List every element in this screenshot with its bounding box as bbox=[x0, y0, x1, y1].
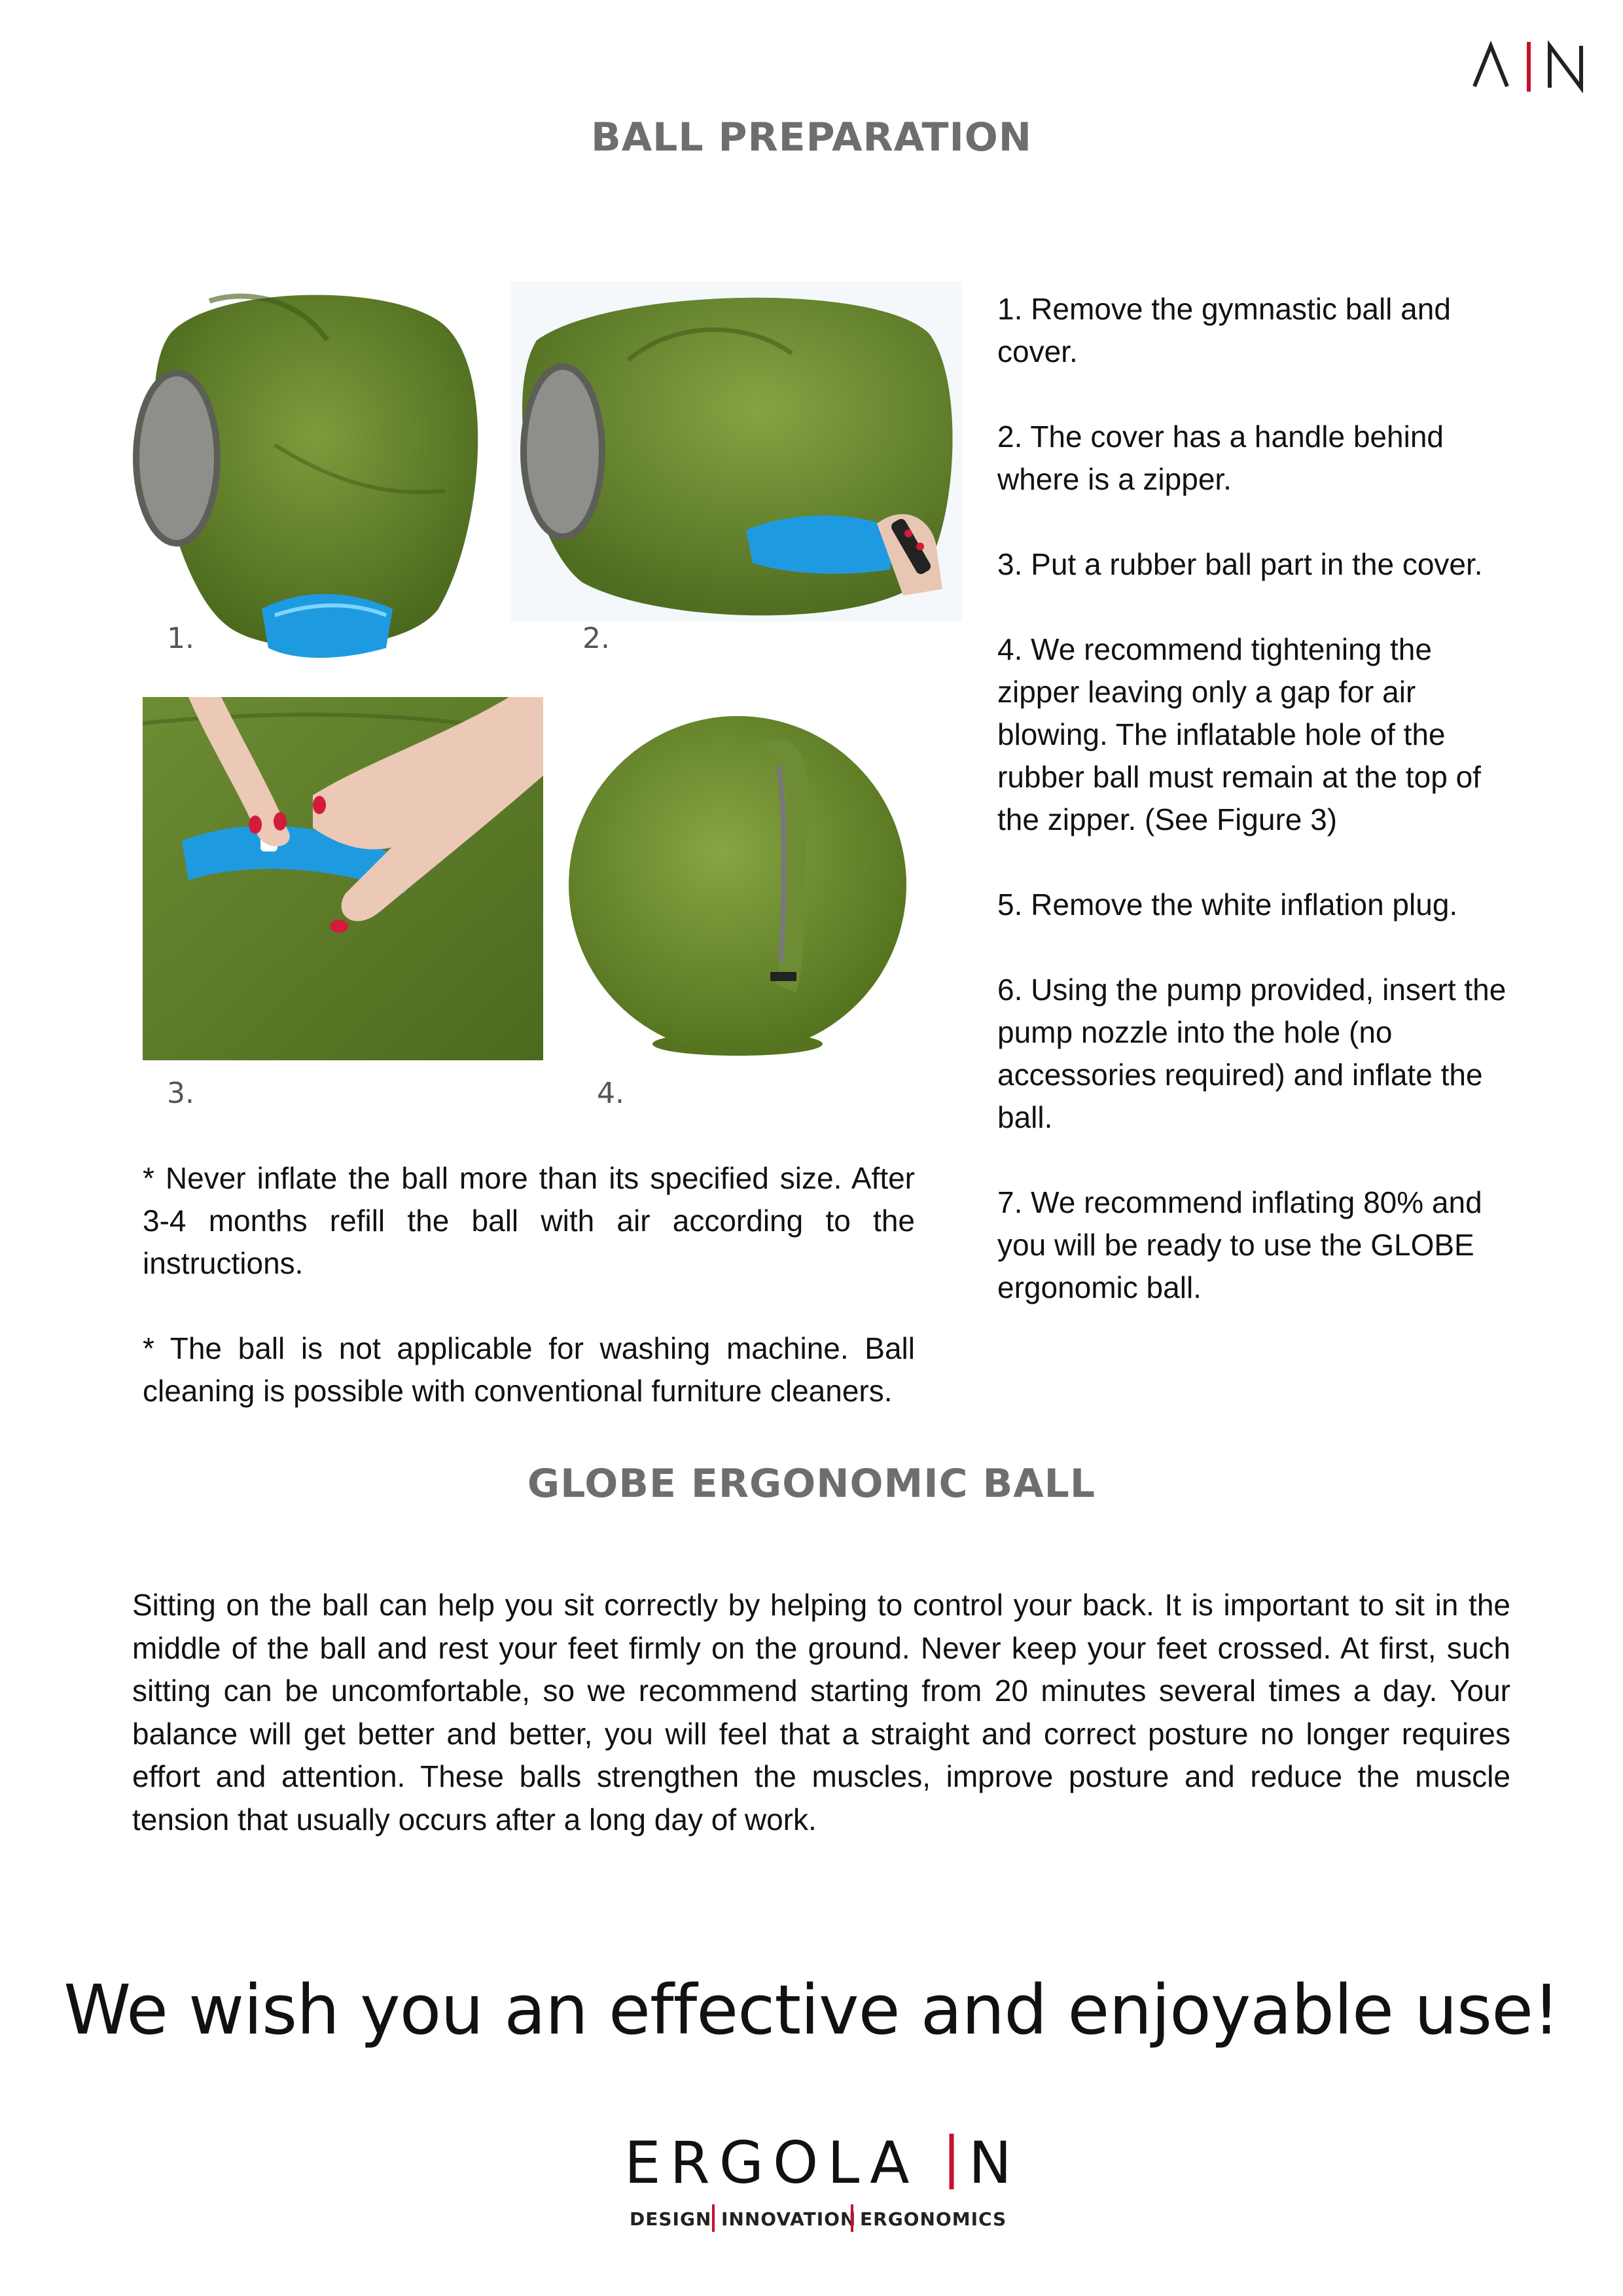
step-item: 6. Using the pump provided, insert the pump nozzle into the hole (no accessories required) and inflate the ball. bbox=[997, 973, 1507, 1134]
figure-label-1: 1. bbox=[167, 622, 194, 655]
inflation-plug-photo bbox=[143, 697, 543, 1060]
ergolain-logo bbox=[615, 2127, 1021, 2238]
logo-tagline-design: DESIGN bbox=[630, 2208, 712, 2230]
step-item: 2. The cover has a handle behind where is a zipper. bbox=[997, 420, 1444, 496]
ball-cover-photo bbox=[131, 281, 491, 668]
globe-description: Sitting on the ball can help you sit correctly by helping to control your back. It is important to sit in the middle of the ball and rest your feet firmly on the ground. Never keep your feet crossed. At first, such sitting can be uncomfortable, so we recommend starting from 20 minutes several times a day. Your balance will get better and better, you will feel that a straight and correct posture no longer requires effort and attention. These balls strengthen the muscles, improve posture and reduce the muscle tension that usually occurs after a long day of work. bbox=[132, 1588, 1510, 1837]
logo-wordmark-right: N bbox=[969, 2129, 1012, 2197]
inflated-ball-photo bbox=[560, 713, 913, 1060]
cover-zipper-photo bbox=[510, 281, 962, 622]
section-title-ball-preparation: BALL PREPARATION bbox=[590, 115, 1033, 160]
closing-message: We wish you an effective and enjoyable use! bbox=[63, 1970, 1560, 2050]
logo-tagline-ergonomics: ERGONOMICS bbox=[860, 2208, 1007, 2230]
step-item: 5. Remove the white inflation plug. bbox=[997, 888, 1458, 922]
step-item: 7. We recommend inflating 80% and you will be ready to use the GLOBE ergonomic ball. bbox=[997, 1185, 1482, 1304]
figure-label-2: 2. bbox=[582, 622, 610, 655]
note-inflation: * Never inflate the ball more than its specified size. After 3-4 months refill the ball with air according to the instructions. bbox=[143, 1161, 915, 1280]
figure-label-4: 4. bbox=[597, 1077, 624, 1110]
logo-wordmark-left: ERGOLA bbox=[624, 2129, 919, 2197]
step-item: 3. Put a rubber ball part in the cover. bbox=[997, 547, 1483, 581]
section-title-globe-ergonomic-ball: GLOBE ERGONOMIC BALL bbox=[527, 1461, 1096, 1507]
step-item: 4. We recommend tightening the zipper leaving only a gap for air blowing. The inflatable hole of the rubber ball must remain at the top of the zipper. (See Figure 3) bbox=[997, 632, 1481, 836]
an-monogram-icon bbox=[1471, 41, 1589, 93]
preparation-notes bbox=[143, 1157, 915, 1455]
figure-label-3: 3. bbox=[167, 1077, 194, 1110]
note-cleaning: * The ball is not applicable for washing machine. Ball cleaning is possible with conventional furniture cleaners. bbox=[143, 1331, 915, 1408]
step-item: 1. Remove the gymnastic ball and cover. bbox=[997, 292, 1451, 368]
logo-tagline-innovation: INNOVATION bbox=[721, 2208, 857, 2230]
preparation-steps-list bbox=[997, 288, 1521, 1352]
